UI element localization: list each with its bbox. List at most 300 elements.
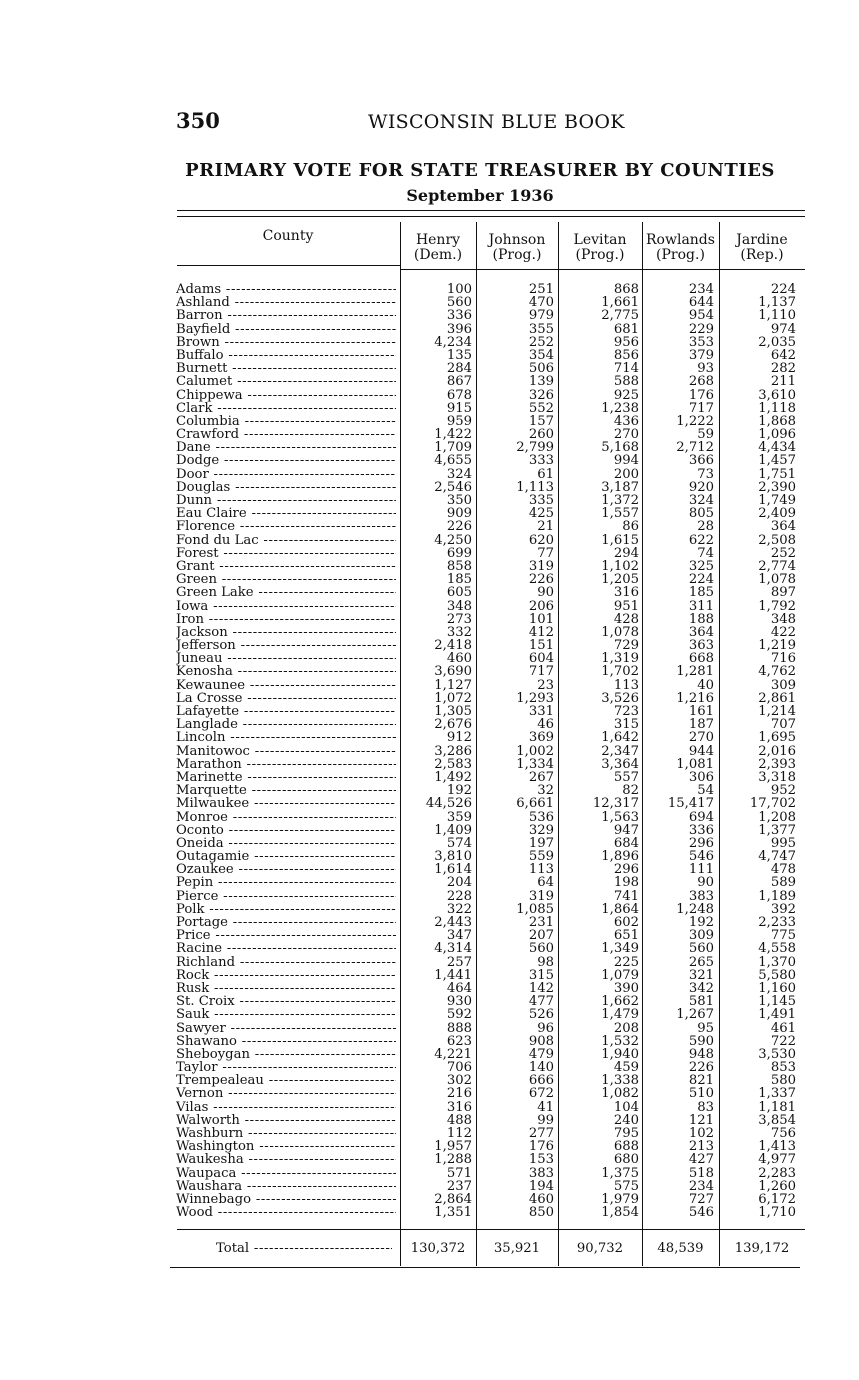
header-rule-columns xyxy=(400,269,805,270)
vote-rowlands: 187 xyxy=(688,717,714,733)
vote-jardine: 1,208 xyxy=(758,809,796,825)
vote-rowlands: 95 xyxy=(697,1020,714,1036)
table-row xyxy=(0,520,859,533)
table-row xyxy=(0,494,859,507)
total-rule xyxy=(177,1229,805,1230)
county-name: Vilas ----- xyxy=(176,1101,396,1114)
vote-levitan: 1,615 xyxy=(601,532,639,548)
table-row xyxy=(0,903,859,916)
county-name: Sheboygan ----- xyxy=(176,1048,396,1061)
vote-levitan: 225 xyxy=(613,954,639,970)
vote-levitan: 1,532 xyxy=(601,1033,639,1049)
vote-jardine: 3,530 xyxy=(758,1046,796,1062)
vote-johnson: 41 xyxy=(537,1099,554,1115)
vote-rowlands: 821 xyxy=(688,1073,714,1089)
vote-johnson: 559 xyxy=(528,849,554,865)
table-row xyxy=(0,837,859,850)
vote-johnson: 194 xyxy=(528,1178,554,1194)
vote-jardine: 17,702 xyxy=(749,796,796,812)
vote-henry: 909 xyxy=(446,506,472,522)
vote-jardine: 4,977 xyxy=(758,1152,796,1168)
vote-jardine: 3,610 xyxy=(758,387,796,403)
table-row xyxy=(0,323,859,336)
vote-johnson: 207 xyxy=(528,928,554,944)
vote-levitan: 1,864 xyxy=(601,901,639,917)
vote-rowlands: 954 xyxy=(688,308,714,324)
vote-henry: 4,314 xyxy=(434,941,472,957)
vote-jardine: 1,751 xyxy=(758,466,796,482)
vote-jardine: 1,337 xyxy=(758,1086,796,1102)
vote-levitan: 681 xyxy=(613,321,639,337)
table-row xyxy=(0,758,859,771)
vote-levitan: 390 xyxy=(613,980,639,996)
table-row xyxy=(0,811,859,824)
vote-henry: 3,810 xyxy=(434,849,472,865)
vote-levitan: 714 xyxy=(613,361,639,377)
vote-levitan: 208 xyxy=(613,1020,639,1036)
vote-henry: 1,072 xyxy=(434,690,472,706)
vote-johnson: 98 xyxy=(537,954,554,970)
vote-jardine: 211 xyxy=(770,374,796,390)
vote-jardine: 2,233 xyxy=(758,915,796,930)
vote-jardine: 422 xyxy=(770,624,796,640)
vote-rowlands: 1,222 xyxy=(676,413,714,429)
county-name: Door ----- xyxy=(176,468,396,481)
county-name: Waushara ----- xyxy=(176,1180,396,1193)
vote-jardine: 952 xyxy=(770,783,796,799)
vote-rowlands: 176 xyxy=(688,387,714,403)
vote-johnson: 477 xyxy=(528,994,554,1010)
vote-levitan: 1,082 xyxy=(601,1086,639,1102)
vote-rowlands: 102 xyxy=(688,1126,714,1141)
table-row xyxy=(0,1022,859,1035)
vote-henry: 605 xyxy=(446,585,472,601)
table-row xyxy=(0,824,859,837)
vote-levitan: 5,168 xyxy=(601,440,639,456)
vote-jardine: 1,695 xyxy=(758,730,796,746)
vote-jardine: 2,774 xyxy=(758,558,796,574)
table-row xyxy=(0,1035,859,1048)
table-row xyxy=(0,639,859,652)
vote-levitan: 1,238 xyxy=(601,400,639,416)
vote-rowlands: 306 xyxy=(688,769,714,785)
total-johnson: 35,921 xyxy=(493,1241,541,1256)
vote-johnson: 157 xyxy=(528,413,554,429)
vote-jardine: 1,181 xyxy=(758,1099,796,1115)
vote-johnson: 77 xyxy=(537,545,554,561)
vote-rowlands: 364 xyxy=(688,624,714,640)
table-row xyxy=(0,929,859,942)
vote-jardine: 1,260 xyxy=(758,1178,796,1194)
vote-rowlands: 54 xyxy=(697,783,714,799)
vote-rowlands: 581 xyxy=(688,994,714,1010)
vote-jardine: 6,172 xyxy=(758,1191,796,1207)
vote-johnson: 139 xyxy=(528,374,554,390)
candidate-party: (Rep.) xyxy=(740,247,784,263)
vote-rowlands: 321 xyxy=(688,967,714,983)
vote-johnson: 850 xyxy=(528,1205,554,1221)
county-name: Chippewa ----- xyxy=(176,389,396,402)
vote-johnson: 315 xyxy=(528,967,554,983)
vote-rowlands: 213 xyxy=(688,1139,714,1155)
table-row xyxy=(0,309,859,322)
vote-levitan: 1,642 xyxy=(601,730,639,746)
vote-johnson: 979 xyxy=(528,308,554,324)
county-name: Shawano ----- xyxy=(176,1035,396,1048)
vote-johnson: 252 xyxy=(528,334,554,350)
county-name: Calumet ----- xyxy=(176,375,396,388)
table-row xyxy=(0,613,859,626)
vote-jardine: 4,747 xyxy=(758,849,796,865)
table-row xyxy=(0,626,859,639)
vote-rowlands: 309 xyxy=(688,928,714,944)
vote-henry: 100 xyxy=(446,282,472,297)
vote-henry: 912 xyxy=(446,730,472,746)
vote-johnson: 717 xyxy=(528,664,554,680)
vote-levitan: 994 xyxy=(613,453,639,469)
vote-rowlands: 1,267 xyxy=(676,1007,714,1023)
vote-jardine: 1,189 xyxy=(758,888,796,904)
vote-levitan: 1,079 xyxy=(601,967,639,983)
vote-johnson: 21 xyxy=(537,519,554,535)
vote-johnson: 552 xyxy=(528,400,554,416)
vote-johnson: 260 xyxy=(528,427,554,443)
vote-levitan: 198 xyxy=(613,875,639,891)
vote-johnson: 604 xyxy=(528,651,554,667)
vote-johnson: 32 xyxy=(537,783,554,799)
vote-levitan: 113 xyxy=(613,677,639,693)
candidate-name: Johnson xyxy=(488,232,546,248)
vote-rowlands: 518 xyxy=(688,1165,714,1181)
vote-levitan: 1,557 xyxy=(601,506,639,522)
vote-henry: 858 xyxy=(446,558,472,574)
vote-henry: 1,288 xyxy=(434,1152,472,1168)
vote-rowlands: 83 xyxy=(697,1099,714,1115)
vote-levitan: 795 xyxy=(613,1126,639,1141)
county-name: Grant ----- xyxy=(176,560,396,573)
county-name: Columbia ----- xyxy=(176,415,396,428)
county-name: Lincoln ----- xyxy=(176,731,396,744)
county-name: Outagamie ----- xyxy=(176,850,396,863)
table-row xyxy=(0,349,859,362)
county-name: Marinette ----- xyxy=(176,771,396,784)
table-row xyxy=(0,336,859,349)
vote-johnson: 470 xyxy=(528,295,554,311)
vote-henry: 284 xyxy=(446,361,472,377)
county-name: Barron ----- xyxy=(176,309,396,322)
county-name: Douglas ----- xyxy=(176,481,396,494)
vote-johnson: 226 xyxy=(528,572,554,588)
table-row xyxy=(0,1048,859,1061)
vote-jardine: 707 xyxy=(770,717,796,733)
vote-rowlands: 188 xyxy=(688,611,714,627)
candidate-name: Jardine xyxy=(736,232,788,248)
vote-jardine: 1,110 xyxy=(758,308,796,324)
vote-rowlands: 353 xyxy=(688,334,714,350)
county-name: Eau Claire ----- xyxy=(176,507,396,520)
vote-jardine: 1,145 xyxy=(758,994,796,1010)
vote-rowlands: 336 xyxy=(688,822,714,838)
vote-henry: 2,583 xyxy=(434,756,472,772)
vote-rowlands: 93 xyxy=(697,361,714,377)
vote-johnson: 326 xyxy=(528,387,554,403)
vote-johnson: 1,002 xyxy=(516,743,554,759)
county-name: Rock ----- xyxy=(176,969,396,982)
vote-johnson: 355 xyxy=(528,321,554,337)
vote-rowlands: 234 xyxy=(688,1178,714,1194)
table-row xyxy=(0,745,859,758)
vote-rowlands: 325 xyxy=(688,558,714,574)
table-row xyxy=(0,415,859,428)
table-row xyxy=(0,573,859,586)
table-row xyxy=(0,428,859,441)
vote-rowlands: 111 xyxy=(688,862,714,878)
vote-johnson: 153 xyxy=(528,1152,554,1168)
vote-jardine: 1,096 xyxy=(758,427,796,443)
vote-henry: 1,127 xyxy=(434,677,472,693)
vote-johnson: 101 xyxy=(528,611,554,627)
county-name: Polk ----- xyxy=(176,903,396,916)
vote-johnson: 2,799 xyxy=(516,440,554,456)
vote-rowlands: 948 xyxy=(688,1046,714,1062)
vote-henry: 1,709 xyxy=(434,440,472,456)
vote-rowlands: 363 xyxy=(688,638,714,654)
vote-henry: 348 xyxy=(446,598,472,614)
vote-rowlands: 717 xyxy=(688,400,714,416)
county-name: Dunn ----- xyxy=(176,494,396,507)
vote-rowlands: 383 xyxy=(688,888,714,904)
vote-rowlands: 161 xyxy=(688,704,714,719)
table-row xyxy=(0,1114,859,1127)
county-name: Racine ----- xyxy=(176,942,396,955)
vote-rowlands: 15,417 xyxy=(667,796,714,812)
vote-henry: 396 xyxy=(446,321,472,337)
bottom-rule xyxy=(170,1267,800,1268)
table-row xyxy=(0,731,859,744)
vote-rowlands: 73 xyxy=(697,466,714,482)
table-row xyxy=(0,362,859,375)
vote-levitan: 270 xyxy=(613,427,639,443)
vote-henry: 4,234 xyxy=(434,334,472,350)
candidate-party: (Prog.) xyxy=(575,247,625,263)
table-row xyxy=(0,547,859,560)
table-row xyxy=(0,1193,859,1206)
table-row xyxy=(0,534,859,547)
total-label: Total ----- xyxy=(216,1241,392,1257)
table-title: PRIMARY VOTE FOR STATE TREASURER BY COUNTIES xyxy=(185,160,775,181)
county-name: Jefferson ----- xyxy=(176,639,396,652)
county-name: Forest ----- xyxy=(176,547,396,560)
vote-johnson: 412 xyxy=(528,624,554,640)
vote-johnson: 251 xyxy=(528,282,554,297)
vote-johnson: 319 xyxy=(528,888,554,904)
vote-henry: 4,250 xyxy=(434,532,472,548)
table-row xyxy=(0,468,859,481)
table-row xyxy=(0,942,859,955)
county-name: Green ----- xyxy=(176,573,396,586)
vote-henry: 2,443 xyxy=(434,915,472,930)
vote-jardine: 4,762 xyxy=(758,664,796,680)
table-row xyxy=(0,1127,859,1140)
vote-levitan: 1,349 xyxy=(601,941,639,957)
table-row xyxy=(0,863,859,876)
vote-jardine: 1,160 xyxy=(758,980,796,996)
vote-rowlands: 1,248 xyxy=(676,901,714,917)
vote-henry: 185 xyxy=(446,572,472,588)
table-row xyxy=(0,389,859,402)
table-row xyxy=(0,586,859,599)
vote-levitan: 428 xyxy=(613,611,639,627)
vote-johnson: 319 xyxy=(528,558,554,574)
vote-henry: 464 xyxy=(446,980,472,996)
vote-henry: 192 xyxy=(446,783,472,799)
table-row xyxy=(0,560,859,573)
vote-levitan: 947 xyxy=(613,822,639,838)
vote-johnson: 176 xyxy=(528,1139,554,1155)
page-number: 350 xyxy=(176,108,220,133)
vote-jardine: 309 xyxy=(770,677,796,693)
vote-johnson: 672 xyxy=(528,1086,554,1102)
vote-jardine: 1,370 xyxy=(758,954,796,970)
vote-henry: 867 xyxy=(446,374,472,390)
top-rule xyxy=(177,210,805,211)
county-name: Kewaunee ----- xyxy=(176,679,396,692)
vote-jardine: 392 xyxy=(770,901,796,917)
county-name: Washburn ----- xyxy=(176,1127,396,1140)
vote-jardine: 3,318 xyxy=(758,769,796,785)
county-name: Marquette ----- xyxy=(176,784,396,797)
vote-jardine: 2,016 xyxy=(758,743,796,759)
vote-johnson: 96 xyxy=(537,1020,554,1036)
vote-jardine: 1,792 xyxy=(758,598,796,614)
vote-jardine: 1,377 xyxy=(758,822,796,838)
vote-jardine: 2,283 xyxy=(758,1165,796,1181)
county-name: Buffalo ----- xyxy=(176,349,396,362)
county-name: Walworth ----- xyxy=(176,1114,396,1127)
total-levitan: 90,732 xyxy=(576,1241,624,1256)
vote-johnson: 151 xyxy=(528,638,554,654)
vote-levitan: 240 xyxy=(613,1112,639,1128)
table-row xyxy=(0,797,859,810)
vote-jardine: 2,035 xyxy=(758,334,796,350)
table-row xyxy=(0,956,859,969)
vote-jardine: 1,078 xyxy=(758,572,796,588)
vote-jardine: 1,868 xyxy=(758,413,796,429)
county-name: Portage ----- xyxy=(176,916,396,929)
vote-henry: 888 xyxy=(446,1020,472,1036)
vote-johnson: 277 xyxy=(528,1126,554,1141)
vote-jardine: 1,749 xyxy=(758,493,796,508)
county-name: Fond du Lac ----- xyxy=(176,534,396,547)
vote-rowlands: 944 xyxy=(688,743,714,759)
table-row xyxy=(0,705,859,718)
county-name: Burnett ----- xyxy=(176,362,396,375)
vote-johnson: 526 xyxy=(528,1007,554,1023)
table-row xyxy=(0,850,859,863)
county-name: Lafayette ----- xyxy=(176,705,396,718)
vote-levitan: 1,854 xyxy=(601,1205,639,1221)
vote-rowlands: 192 xyxy=(688,915,714,930)
column-header-henry xyxy=(400,233,476,267)
vote-henry: 959 xyxy=(446,413,472,429)
vote-johnson: 536 xyxy=(528,809,554,825)
vote-henry: 678 xyxy=(446,387,472,403)
vote-johnson: 61 xyxy=(537,466,554,482)
county-name: Waupaca ----- xyxy=(176,1167,396,1180)
column-header-jardine xyxy=(719,233,805,267)
vote-levitan: 1,563 xyxy=(601,809,639,825)
county-name: Adams ----- xyxy=(176,283,396,296)
vote-levitan: 741 xyxy=(613,888,639,904)
vote-johnson: 425 xyxy=(528,506,554,522)
vote-jardine: 853 xyxy=(770,1060,796,1076)
vote-rowlands: 226 xyxy=(688,1060,714,1076)
table-row xyxy=(0,1074,859,1087)
vote-henry: 44,526 xyxy=(425,796,472,812)
vote-jardine: 642 xyxy=(770,347,796,363)
county-name: Manitowoc ----- xyxy=(176,745,396,758)
table-row xyxy=(0,283,859,296)
vote-henry: 316 xyxy=(446,1099,472,1115)
header-rule-county xyxy=(177,265,400,266)
candidate-party: (Dem.) xyxy=(413,247,463,263)
vote-henry: 3,690 xyxy=(434,664,472,680)
vote-levitan: 436 xyxy=(613,413,639,429)
county-name: Oneida ----- xyxy=(176,837,396,850)
vote-levitan: 1,661 xyxy=(601,295,639,311)
vote-henry: 1,492 xyxy=(434,769,472,785)
candidate-name: Henry xyxy=(415,232,461,248)
vote-jardine: 4,558 xyxy=(758,941,796,957)
vote-jardine: 897 xyxy=(770,585,796,601)
county-name: Brown ----- xyxy=(176,336,396,349)
total-row xyxy=(0,1241,859,1257)
table-row xyxy=(0,876,859,889)
vote-jardine: 2,390 xyxy=(758,479,796,495)
table-row xyxy=(0,665,859,678)
vote-rowlands: 546 xyxy=(688,849,714,865)
vote-jardine: 756 xyxy=(770,1126,796,1141)
vote-henry: 228 xyxy=(446,888,472,904)
vote-rowlands: 1,081 xyxy=(676,756,714,772)
vote-levitan: 729 xyxy=(613,638,639,654)
vote-henry: 592 xyxy=(446,1007,472,1023)
vote-jardine: 775 xyxy=(770,928,796,944)
county-name: Price ----- xyxy=(176,929,396,942)
county-name: Iowa ----- xyxy=(176,600,396,613)
vote-henry: 4,221 xyxy=(434,1046,472,1062)
county-name: St. Croix ----- xyxy=(176,995,396,1008)
table-row xyxy=(0,982,859,995)
vote-rowlands: 427 xyxy=(688,1152,714,1168)
county-name: Richland ----- xyxy=(176,956,396,969)
top-rule-inner xyxy=(177,216,805,217)
vote-jardine: 1,118 xyxy=(758,400,796,416)
vote-rowlands: 268 xyxy=(688,374,714,390)
vote-henry: 324 xyxy=(446,466,472,482)
vote-rowlands: 270 xyxy=(688,730,714,746)
vote-henry: 135 xyxy=(446,347,472,363)
county-name: Waukesha ----- xyxy=(176,1153,396,1166)
table-row xyxy=(0,454,859,467)
vote-henry: 623 xyxy=(446,1033,472,1049)
vote-levitan: 200 xyxy=(613,466,639,482)
vote-rowlands: 622 xyxy=(688,532,714,548)
vote-levitan: 1,319 xyxy=(601,651,639,667)
vote-jardine: 722 xyxy=(770,1033,796,1049)
page-header xyxy=(176,108,776,138)
county-rows xyxy=(0,283,859,1219)
